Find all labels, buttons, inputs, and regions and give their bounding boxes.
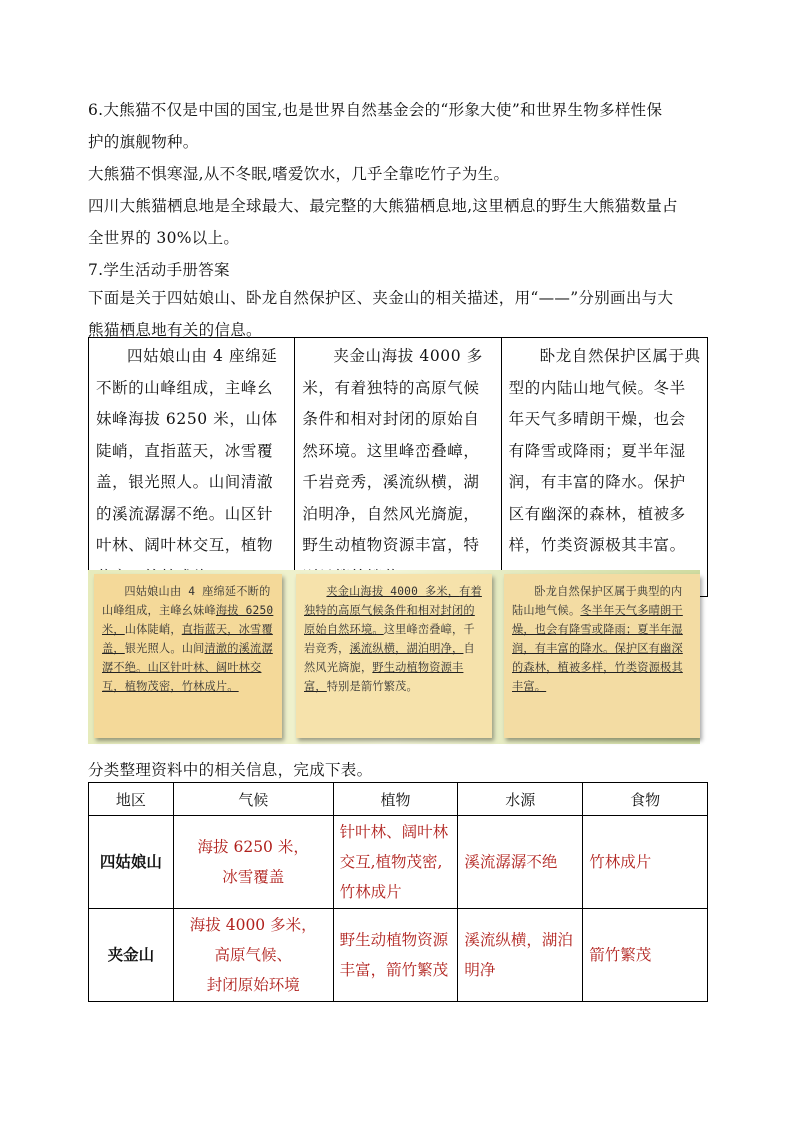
paragraph-6-line-2: 护的旗舰物种。: [88, 133, 199, 151]
header-climate: 气候: [173, 783, 333, 816]
note-card-jiajin: [296, 574, 492, 738]
water-cell: 溪流纵横，湖泊明净: [458, 909, 583, 1002]
paragraph-habit: 大熊猫不惧寒湿,从不冬眠,嗜爱饮水，几乎全靠吃竹子为生。: [88, 165, 510, 183]
card2-underline-water: 溪流纵横，湖泊明净，: [349, 642, 464, 655]
paragraph-sichuan: [88, 190, 708, 254]
card3-underline-bamboo: 竹类资源极其丰富。: [512, 661, 683, 693]
climate-line: 封闭原始环境: [206, 976, 300, 994]
description-row: [89, 338, 708, 597]
table-row: [89, 909, 708, 1002]
climate-cell: [173, 909, 333, 1002]
card2-underline-climate: 有着独特的高原气候条件和相对封闭的原始自然环境。: [304, 585, 482, 636]
note-card-wolong: [504, 574, 700, 738]
card2-underline-altitude: 夹金山海拔 4000 多米，: [326, 585, 460, 598]
card1-underline-snow: 直指蓝天，冰雪覆盖，: [102, 623, 273, 655]
note-card-siguniang: [94, 574, 282, 738]
card1-underline-forest: 山区针叶林、阔叶林交互，植物茂密，竹林成片。: [102, 661, 262, 693]
plants-cell: 野生动植物资源丰富，箭竹繁茂: [333, 909, 458, 1002]
card2-underline-wildlife: 野生动植物资源丰富，: [304, 661, 464, 693]
card1-text-2: 山体陡峭，: [124, 623, 182, 636]
paragraph-intro-line-1: 下面是关于四姑娘山、卧龙自然保护区、夹金山的相关描述，用“——”分别画出与大: [88, 289, 674, 307]
header-plants: 植物: [333, 783, 458, 816]
header-region: 地区: [89, 783, 174, 816]
plants-cell: 针叶林、阔叶林交互,植物茂密,竹林成片: [333, 816, 458, 909]
climate-line: 冰雪覆盖: [222, 868, 285, 886]
climate-cell: [173, 816, 333, 909]
summary-header-row: [89, 783, 708, 816]
card3-underline-climate: 冬半年天气多晴朗干燥，也会有降雪或降雨；夏半年湿润，有丰富的降水。: [512, 604, 683, 655]
card1-underline-stream: 清澈的溪流潺潺不绝。: [102, 642, 273, 674]
paragraph-task: 分类整理资料中的相关信息，完成下表。: [88, 761, 373, 779]
water-cell: 溪流潺潺不绝: [458, 816, 583, 909]
food-cell: 箭竹繁茂: [583, 909, 708, 1002]
note-cards-image: [88, 570, 700, 744]
region-cell: 夹金山: [89, 909, 174, 1002]
card2-text-3: 特别是箭竹繁茂。: [326, 680, 418, 693]
paragraph-intro-line-2: 熊猫栖息地有关的信息。: [88, 321, 262, 339]
summary-table: [88, 782, 708, 1002]
region-cell: 四姑娘山: [89, 816, 174, 909]
card2-text: 这里峰峦叠嶂，千岩竞秀，: [304, 623, 475, 655]
card1-text: 四姑娘山由 4 座绵延不断的山峰组成，主峰幺妹峰: [102, 585, 271, 617]
paragraph-sichuan-line-1: 四川大熊猫栖息地是全球最大、最完整的大熊猫栖息地,这里栖息的野生大熊猫数量占: [88, 197, 678, 215]
description-siguniang: 四姑娘山由 4 座绵延不断的山峰组成，主峰幺妹峰海拔 6250 米，山体陡峭，直指蓝天，冰雪覆盖，银光照人。山间清澈的溪流潺潺不绝。山区针叶林、阔叶林交互，植物: [89, 338, 295, 597]
climate-line: 海拔 6250 米，: [197, 838, 309, 856]
paragraph-6-line-1: 6.大熊猫不仅是中国的国宝,也是世界自然基金会的“形象大使”和世界生物多样性保: [88, 101, 663, 119]
header-water: 水源: [458, 783, 583, 816]
climate-line: 海拔 4000 多米，: [189, 916, 317, 934]
paragraph-sichuan-line-2: 全世界的 30%以上。: [88, 229, 240, 247]
header-food: 食物: [583, 783, 708, 816]
table-row: [89, 816, 708, 909]
food-cell: 竹林成片: [583, 816, 708, 909]
paragraph-6: [88, 94, 708, 158]
card1-text-3: 银光照人。山间: [124, 642, 205, 655]
description-wolong: 卧龙自然保护区属于典型的内陆山地气候。冬半年天气多晴朗干燥，也会有降雪或降雨；夏半年湿润，有丰富的降水。保护区有幽深的森林，植被多样，竹类资源极其丰富。: [501, 338, 707, 597]
section-7-heading: 7.学生活动手册答案: [88, 261, 230, 279]
description-table: [88, 337, 708, 597]
card1-underline-altitude: 海拔 6250 米，: [102, 604, 274, 636]
card3-text: 卧龙自然保护区属于典型的内陆山地气候。: [512, 585, 683, 617]
card3-underline-forest: 保护区有幽深的森林，植被多样，: [512, 642, 683, 674]
description-jiajin: 夹金山海拔 4000 多米，有着独特的高原气候条件和相对封闭的原始自然环境。这里峰峦叠嶂，千岩竞秀，溪流纵横，湖泊明净，自然风光旖旎，野生动植物资源丰富，特: [295, 338, 501, 597]
card2-text-2: 自然风光旖旎，: [304, 642, 475, 674]
climate-line: 高原气候、: [214, 946, 292, 964]
